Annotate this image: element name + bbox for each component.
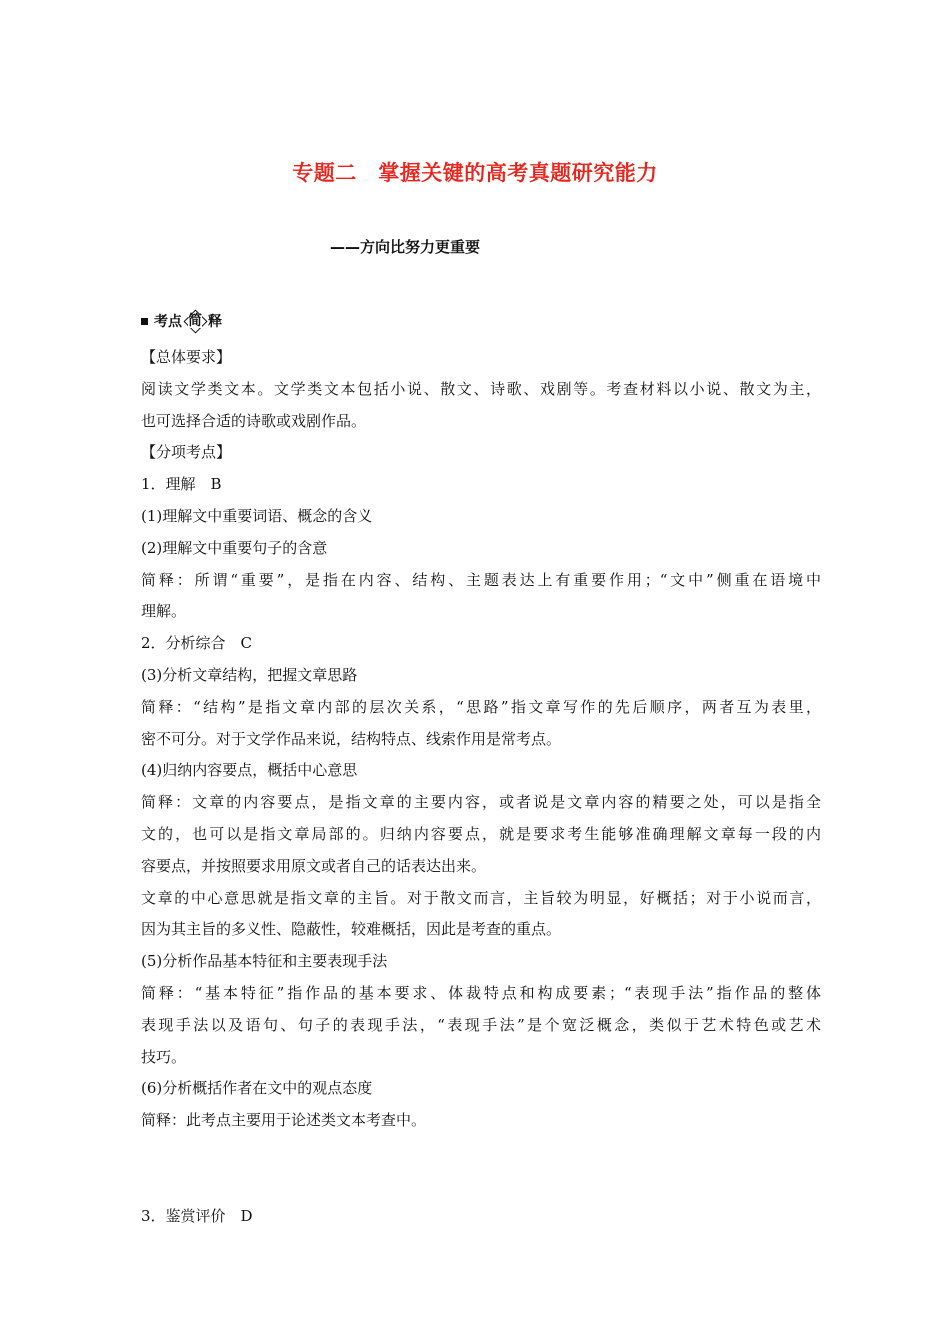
heading-overall-requirements: 【总体要求】 (141, 348, 232, 366)
section-heading-part2: 简 (188, 313, 202, 329)
paragraph-line: 技巧。 (141, 1047, 187, 1066)
paragraph-line: 容要点，并按照要求用原文或者自己的话表达出来。 (141, 856, 487, 875)
paragraph-line: 文章的中心意思就是指文章的主旨。对于散文而言，主旨较为明显，好概括；对于小说而言， (141, 888, 821, 907)
paragraph-line: 简释：此考点主要用于论述类文本考查中。 (141, 1111, 427, 1130)
sub-item: (1)理解文中重要词语、概念的含义 (141, 506, 373, 525)
body-text (141, 342, 821, 1233)
list-item-analysis: 2．分析综合 C (141, 634, 253, 653)
paragraph-line: 表现手法以及语句、句子的表现手法，“表现手法”是个宽泛概念，类似于艺术特色或艺术 (141, 1015, 821, 1034)
paragraph-line: 密不可分。对于文学作品来说，结构特点、线索作用是常考点。 (141, 729, 562, 748)
paragraph-line: 文的，也可以是指文章局部的。归纳内容要点，就是要求考生能够准确理解文章每一段的内 (141, 824, 821, 843)
sub-item: (4)归纳内容要点，概括中心意思 (141, 761, 358, 780)
paragraph-line: 简释：“基本特征”指作品的基本要求、体裁特点和构成要素；“表现手法”指作品的整体 (141, 983, 821, 1002)
paragraph-line: 阅读文学类文本。文学类文本包括小说、散文、诗歌、戏剧等。考查材料以小说、散文为主， (141, 379, 821, 398)
paragraph-line: 也可选择合适的诗歌或戏剧作品。 (141, 411, 367, 430)
heading-itemized-points: 【分项考点】 (141, 443, 232, 462)
page-subtitle: ——方向比努力更重要 (330, 238, 481, 256)
paragraph-line: 理解。 (141, 602, 187, 621)
section-heading (141, 308, 222, 334)
section-heading-part1: 考点 (154, 314, 182, 330)
paragraph-line: 因为其主旨的多义性、隐蔽性，较难概括，因此是考查的重点。 (141, 920, 562, 939)
paragraph-line: 简释：所谓“重要”，是指在内容、结构、主题表达上有重要作用；“文中”侧重在语境中 (141, 570, 821, 589)
section-heading-part3: 释 (208, 314, 222, 330)
page-title: 专题二 掌握关键的高考真题研究能力 (292, 161, 658, 185)
diamond-frame-icon (183, 309, 207, 333)
paragraph-line: 简释：“结构”是指文章内部的层次关系，“思路”指文章写作的先后顺序，两者互为表里， (141, 697, 821, 716)
list-item-understanding: 1．理解 B (141, 475, 222, 494)
square-bullet-icon (141, 318, 148, 325)
sub-item: (2)理解文中重要句子的含意 (141, 538, 328, 557)
sub-item: (3)分析文章结构，把握文章思路 (141, 665, 358, 684)
sub-item: (5)分析作品基本特征和主要表现手法 (141, 952, 388, 971)
spacer (141, 1137, 821, 1201)
sub-item: (6)分析概括作者在文中的观点态度 (141, 1079, 373, 1098)
list-item-appreciation: 3．鉴赏评价 D (141, 1206, 253, 1225)
paragraph-line: 简释：文章的内容要点，是指文章的主要内容，或者说是文章内容的精要之处，可以是指全 (141, 793, 821, 812)
